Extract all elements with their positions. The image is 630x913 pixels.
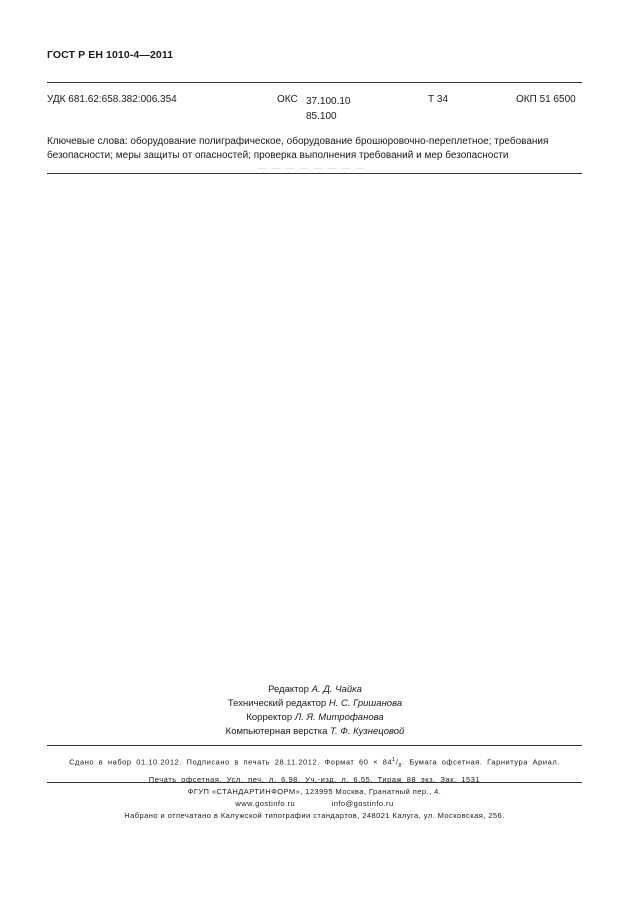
imprint-bottom-divider [47,782,582,783]
credits-block [160,683,470,739]
publisher-website: www.gostinfo.ru [235,799,296,808]
udc-code: УДК 681.62:658.382:006.354 [47,94,177,105]
credit-name: Т. Ф. Кузнецовой [330,726,405,737]
publisher-contacts [47,798,582,810]
publisher-email: info@gostinfo.ru [331,799,394,808]
imprint-line-1: Сдано в набор 01.10.2012. Подписано в печать 28.11.2012. Формат $60 \times 84^1/_8$. Бумага офсетная. Гарнитура Ариал. [69,757,560,769]
oks-code: 85.100 [306,111,337,122]
publisher-address: ФГУП «СТАНДАРТИНФОРМ», 123995 Москва, Гранатный пер., 4. [187,787,442,796]
keywords-text: оборудование полиграфическое, оборудование брошюровочно-переплетное; требования безопасности; меры защиты от опасностей; проверка выполнения требований и мер безопасности [47,136,549,161]
imprint-text: Сдано в набор 01.10.2012. Подписано в печать 28.11.2012. Формат 60 × 84 [69,757,393,767]
format-sub: 8 [398,763,402,769]
top-divider [47,82,582,83]
faint-marks [258,168,378,172]
credit-tech-editor [160,697,470,711]
credit-role: Технический редактор [227,698,327,709]
oks-label: ОКС [277,94,298,105]
keywords-paragraph [47,135,587,163]
publisher-block [47,786,582,822]
printing-house: Набрано и отпечатано в Калужской типографии стандартов, 248021 Калуга, ул. Московская, 256. [124,811,505,820]
imprint-line-2: Печать офсетная. Усл. печ. л. 6,98. Уч.-изд. л. 6,55. Тираж 88 экз. Зак. 1531 [148,775,481,784]
oks-code: 37.100.10 [306,96,351,107]
format-sup: 1 [392,757,396,763]
credit-name: А. Д. Чайка [311,684,362,695]
credit-editor [160,683,470,697]
document-code: ГОСТ Р ЕН 1010-4—2011 [47,49,174,61]
credit-name: Н. С. Гришанова [328,698,403,709]
oks-codes [306,94,351,124]
credit-role: Редактор [268,684,309,695]
okp-code: ОКП 51 6500 [516,94,576,105]
keywords-divider [47,173,582,174]
credit-role: Компьютерная верстка [225,726,328,737]
imprint-top-divider [47,745,582,746]
imprint-text: . Бумага офсетная. Гарнитура Ариал. [402,757,560,767]
keywords-label: Ключевые слова: [47,136,128,147]
credit-proofreader [160,711,470,725]
credit-layout [160,725,470,739]
credit-role: Корректор [246,712,293,723]
credit-name: Л. Я. Митрофанова [294,712,384,723]
t-code: Т 34 [428,94,449,105]
